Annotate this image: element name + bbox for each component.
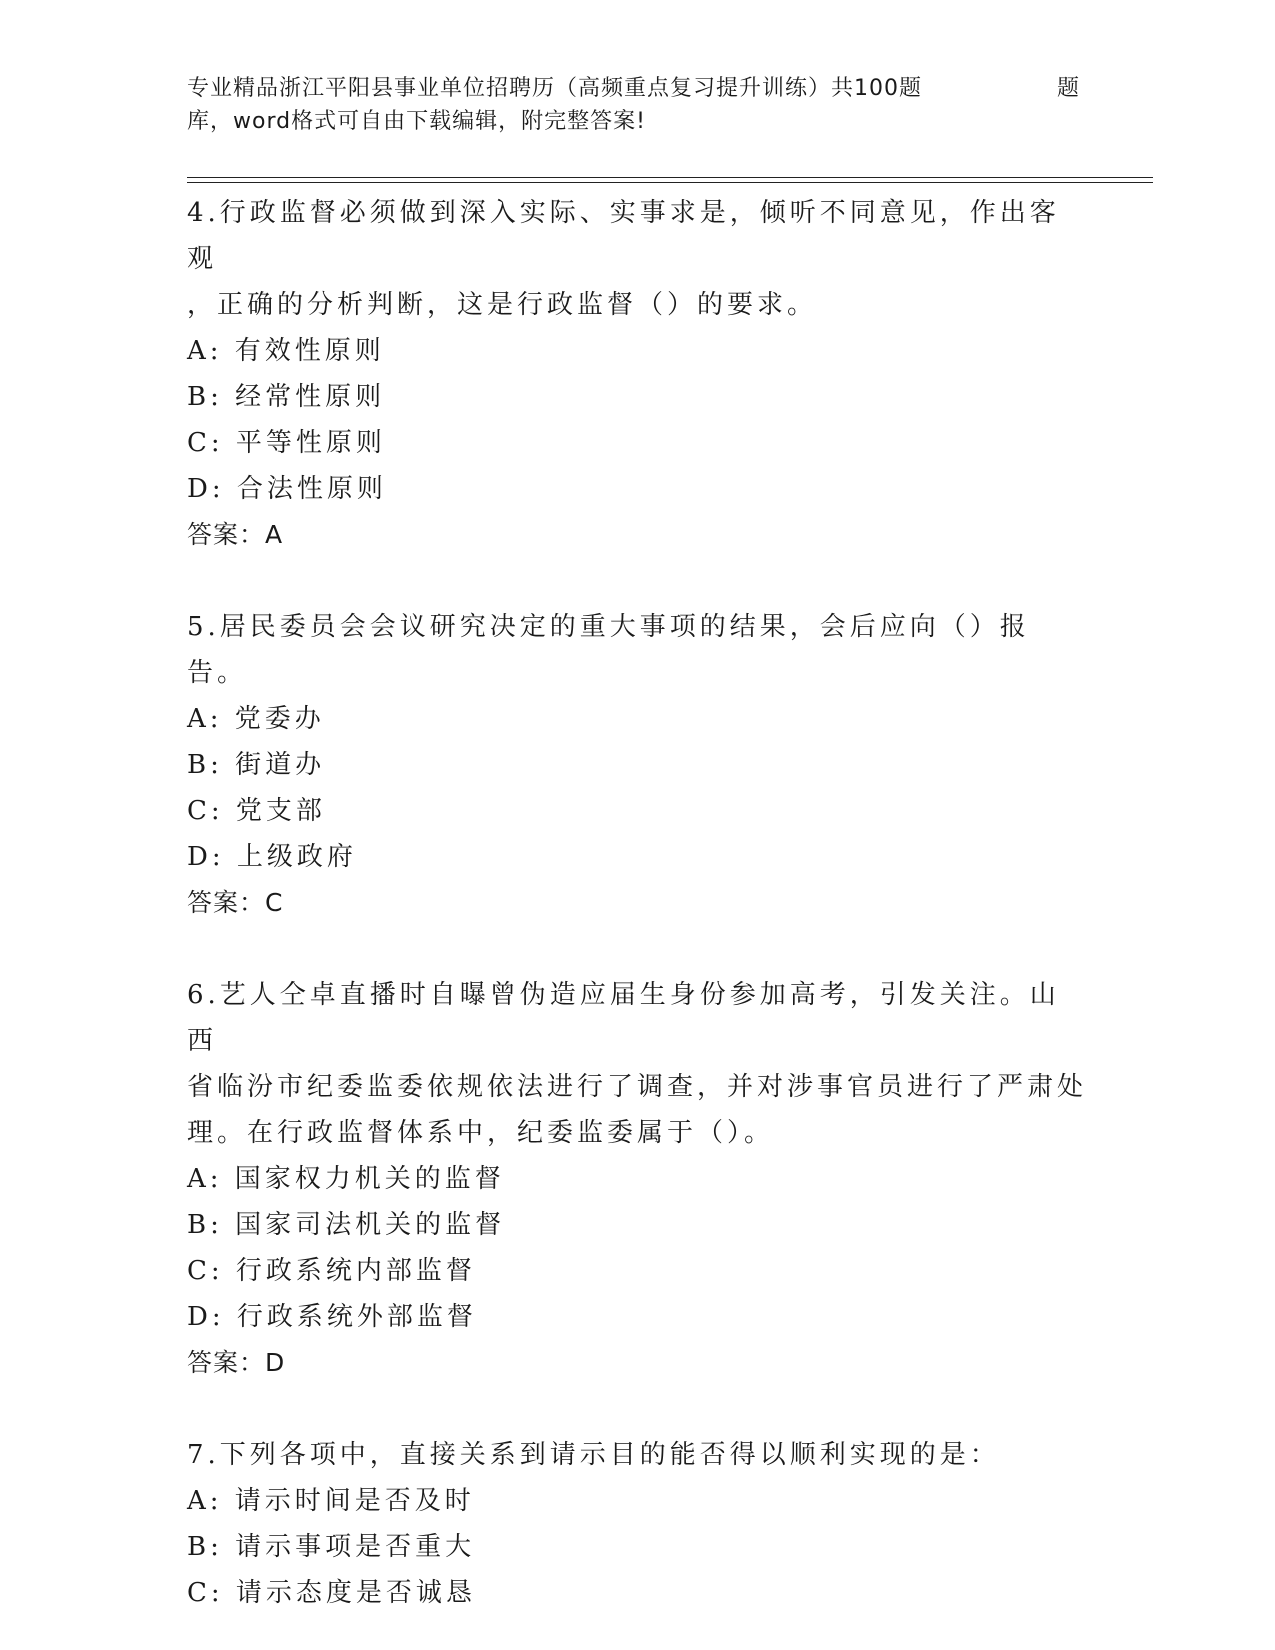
question-stem-line: 5.居民委员会会议研究决定的重大事项的结果，会后应向（）报告。 xyxy=(187,612,1030,688)
question-stem-line: 省临汾市纪委监委依规依法进行了调查，并对涉事官员进行了严肃处 xyxy=(187,1072,1088,1102)
option-d: D: 上级政府 xyxy=(187,842,357,872)
option-c: C: 请示态度是否诚恳 xyxy=(187,1578,476,1608)
option-b: B: 经常性原则 xyxy=(187,382,386,412)
question-4 xyxy=(187,190,1087,558)
answer: 答案：C xyxy=(187,888,284,917)
option-d: D: 合法性原则 xyxy=(187,474,387,504)
header-line-1 xyxy=(187,72,1087,105)
option-a: A: 有效性原则 xyxy=(187,336,385,366)
header-title-text: 专业精品浙江平阳县事业单位招聘历（高频重点复习提升训练）共100题 xyxy=(187,76,922,101)
option-c: C: 行政系统内部监督 xyxy=(187,1256,476,1286)
answer: 答案：A xyxy=(187,520,284,549)
question-list xyxy=(187,190,1087,1616)
header-rule-top xyxy=(187,177,1153,178)
option-a: A: 国家权力机关的监督 xyxy=(187,1164,505,1194)
option-d: D: 行政系统外部监督 xyxy=(187,1302,477,1332)
question-stem-line: 6.艺人仝卓直播时自曝曾伪造应届生身份参加高考，引发关注。山西 xyxy=(187,980,1060,1056)
question-5 xyxy=(187,604,1087,926)
header-line-2: 库，word格式可自由下载编辑，附完整答案! xyxy=(187,109,646,134)
option-b: B: 请示事项是否重大 xyxy=(187,1532,476,1562)
question-7 xyxy=(187,1432,1087,1616)
option-c: C: 党支部 xyxy=(187,796,326,826)
option-a: A: 党委办 xyxy=(187,704,325,734)
question-stem-line: 7.下列各项中，直接关系到请示目的能否得以顺利实现的是： xyxy=(187,1440,1000,1470)
option-c: C: 平等性原则 xyxy=(187,428,386,458)
question-stem-line: 理。在行政监督体系中，纪委监委属于（）。 xyxy=(187,1118,775,1148)
option-b: B: 街道办 xyxy=(187,750,326,780)
document-header xyxy=(187,72,1087,138)
option-b: B: 国家司法机关的监督 xyxy=(187,1210,506,1240)
question-spacer xyxy=(187,558,1087,604)
answer: 答案：D xyxy=(187,1348,286,1377)
question-spacer xyxy=(187,926,1087,972)
question-spacer xyxy=(187,1386,1087,1432)
header-rule-bottom xyxy=(187,182,1153,183)
header-title-tail: 题 xyxy=(1057,76,1081,101)
option-a: A: 请示时间是否及时 xyxy=(187,1486,475,1516)
question-stem-line: ，正确的分析判断，这是行政监督（）的要求。 xyxy=(187,290,818,320)
question-stem-line: 4.行政监督必须做到深入实际、实事求是，倾听不同意见，作出客观 xyxy=(187,198,1060,274)
question-6 xyxy=(187,972,1087,1386)
